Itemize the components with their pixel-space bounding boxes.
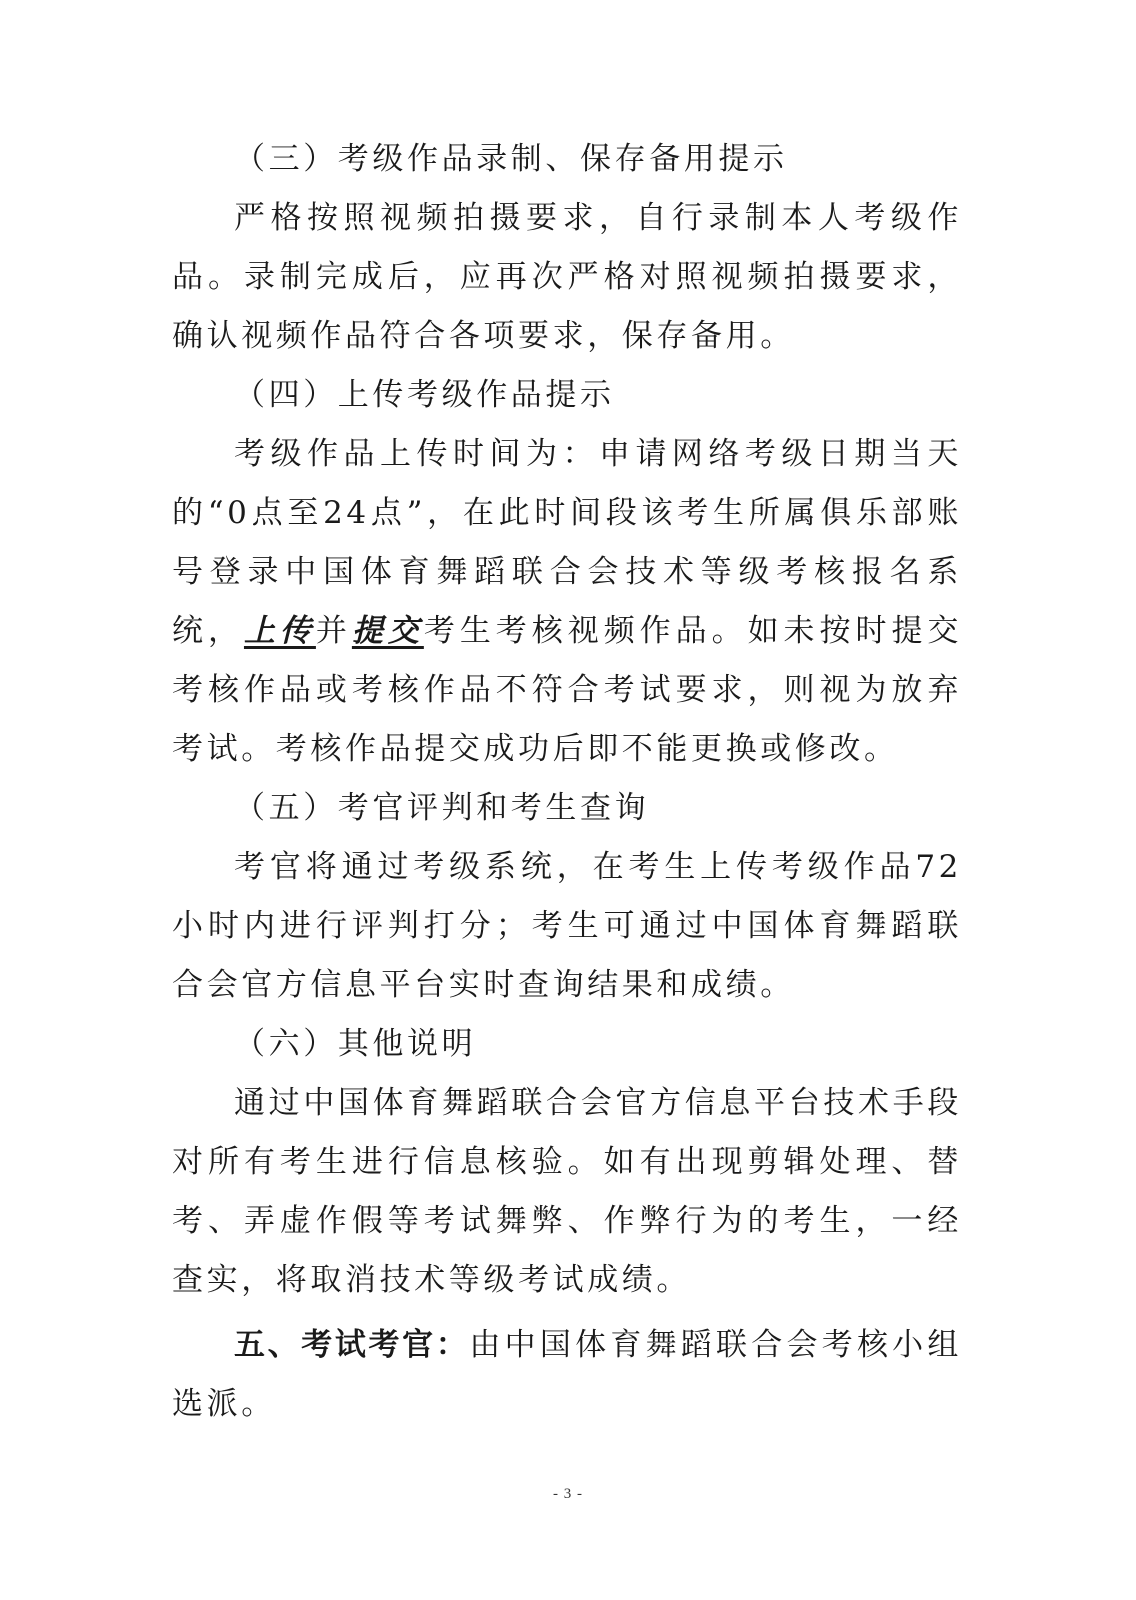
section-4-join: 并 (315, 613, 352, 649)
section-4-body-part2: 考生考核视频作品。如未按时提交考核作品或考核作品不符合考试要求，则视为放弃考试。考核作品提交成功后即不能更换或修改。 (172, 613, 963, 767)
section-4-body-part1: 考级作品上传时间为：申请网络考级日期当天的“0点至24点”，在此时间段该考生所属俱乐部账号登录中国体育舞蹈联合会技术等级考核报名系统， (172, 436, 962, 649)
submit-emphasis: 提交 (351, 613, 424, 649)
upload-emphasis: 上传 (243, 613, 316, 649)
heading-5-examiners (172, 1316, 962, 1434)
section-5-body: 考官将通过考级系统，在考生上传考级作品72小时内进行评判打分；考生可通过中国体育舞蹈联合会官方信息平台实时查询结果和成绩。 (172, 849, 962, 1003)
section-6-title: （六）其他说明 (234, 1026, 477, 1062)
section-5-title: （五）考官评判和考生查询 (234, 790, 650, 826)
section-3-title: （三）考级作品录制、保存备用提示 (234, 141, 788, 177)
document-body (172, 130, 962, 1434)
section-4-body (172, 425, 962, 779)
heading-5-body: 由中国体育舞蹈联合会考核小组选派。 (172, 1327, 963, 1422)
section-3-body: 严格按照视频拍摄要求，自行录制本人考级作品。录制完成后，应再次严格对照视频拍摄要求，确认视频作品符合各项要求，保存备用。 (172, 200, 962, 354)
page-number: - 3 - (553, 1486, 583, 1502)
heading-5-lead: 五、考试考官： (234, 1327, 470, 1363)
section-6-body: 通过中国体育舞蹈联合会官方信息平台技术手段对所有考生进行信息核验。如有出现剪辑处理、替考、弄虚作假等考试舞弊、作弊行为的考生，一经查实，将取消技术等级考试成绩。 (172, 1085, 962, 1298)
section-4-title: （四）上传考级作品提示 (234, 377, 615, 413)
